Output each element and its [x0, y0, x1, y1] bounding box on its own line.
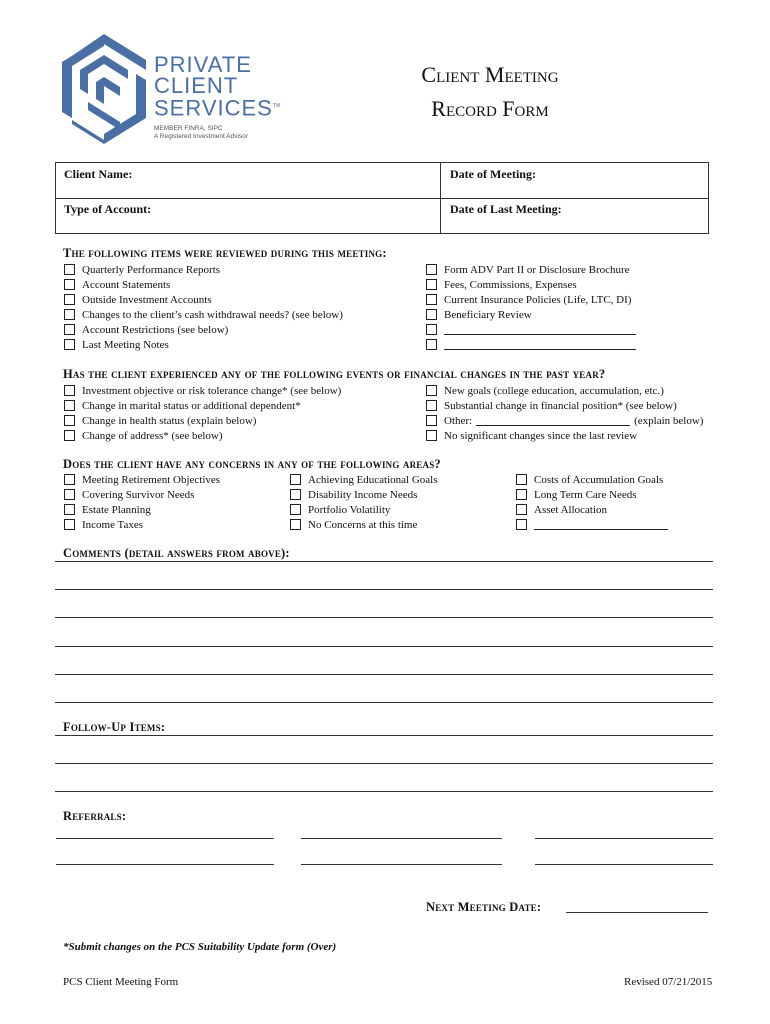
checkbox-retirement-objectives[interactable]: Meeting Retirement Objectives	[64, 472, 220, 487]
checkbox[interactable]	[64, 279, 75, 290]
fill-in-line[interactable]	[444, 339, 636, 350]
checkbox[interactable]	[290, 504, 301, 515]
next-meeting-date-label: Next Meeting Date:	[426, 900, 542, 914]
checkbox[interactable]	[64, 504, 75, 515]
checkbox-quarterly-reports[interactable]: Quarterly Performance Reports	[64, 262, 220, 277]
checkbox-other-blank-1[interactable]	[426, 322, 636, 337]
checkbox-other-blank-2[interactable]	[426, 337, 636, 352]
checkbox[interactable]	[64, 519, 75, 530]
referral-line[interactable]	[301, 838, 502, 839]
checkbox-beneficiary-review[interactable]: Beneficiary Review	[426, 307, 532, 322]
next-meeting-date-line[interactable]	[566, 912, 708, 913]
checkbox[interactable]	[64, 474, 75, 485]
referral-line[interactable]	[301, 864, 502, 865]
checkbox[interactable]	[64, 415, 75, 426]
title-line-1: Client Meeting	[421, 62, 559, 87]
checkbox-new-goals[interactable]: New goals (college education, accumulation, etc.)	[426, 383, 664, 398]
checkbox[interactable]	[290, 474, 301, 485]
checkbox-no-significant-changes[interactable]: No significant changes since the last review	[426, 428, 637, 443]
date-of-meeting-label[interactable]: Date of Meeting:	[450, 167, 536, 181]
checkbox[interactable]	[64, 400, 75, 411]
checkbox[interactable]	[290, 489, 301, 500]
checkbox[interactable]	[516, 474, 527, 485]
checkbox[interactable]	[426, 339, 437, 350]
checkbox[interactable]	[516, 504, 527, 515]
checkbox[interactable]	[290, 519, 301, 530]
logo	[62, 34, 292, 144]
checkbox-risk-tolerance[interactable]: Investment objective or risk tolerance change* (see below)	[64, 383, 341, 398]
checkbox-financial-position[interactable]: Substantial change in financial position* (see below)	[426, 398, 677, 413]
comment-line[interactable]	[55, 617, 713, 618]
checkbox-outside-accounts[interactable]: Outside Investment Accounts	[64, 292, 212, 307]
checkbox-accumulation-costs[interactable]: Costs of Accumulation Goals	[516, 472, 663, 487]
checkbox[interactable]	[426, 309, 437, 320]
checkbox[interactable]	[64, 385, 75, 396]
checkbox[interactable]	[64, 339, 75, 350]
followup-line[interactable]	[55, 791, 713, 792]
checkbox-disability-income[interactable]: Disability Income Needs	[290, 487, 417, 502]
form-title	[350, 58, 630, 126]
comment-line[interactable]	[55, 702, 713, 703]
checkbox-insurance-policies[interactable]: Current Insurance Policies (Life, LTC, DI)	[426, 292, 631, 307]
checkbox[interactable]	[426, 294, 437, 305]
checkbox[interactable]	[64, 294, 75, 305]
comment-line[interactable]	[55, 561, 713, 562]
referral-line[interactable]	[56, 838, 274, 839]
checkbox[interactable]	[426, 385, 437, 396]
checkbox-form-adv[interactable]: Form ADV Part II or Disclosure Brochure	[426, 262, 630, 277]
checkbox-concern-other[interactable]	[516, 517, 668, 532]
pcs-logo-mark	[62, 34, 146, 144]
checkbox-no-concerns[interactable]: No Concerns at this time	[290, 517, 417, 532]
checkbox[interactable]	[64, 309, 75, 320]
logo-line-private: PRIVATE	[154, 52, 252, 77]
checkbox-marital-status[interactable]: Change in marital status or additional dependent*	[64, 398, 301, 413]
fill-in-line[interactable]	[534, 519, 668, 530]
client-name-label[interactable]: Client Name:	[64, 167, 133, 181]
logo-advisor: A Registered Investment Advisor	[154, 133, 248, 140]
checkbox-income-taxes[interactable]: Income Taxes	[64, 517, 143, 532]
checkbox[interactable]	[426, 279, 437, 290]
referral-line[interactable]	[56, 864, 274, 865]
checkbox-fees[interactable]: Fees, Commissions, Expenses	[426, 277, 577, 292]
referral-line[interactable]	[535, 864, 713, 865]
footer-form-name: PCS Client Meeting Form	[63, 976, 179, 988]
fill-in-line[interactable]	[444, 324, 636, 335]
checkbox-educational-goals[interactable]: Achieving Educational Goals	[290, 472, 438, 487]
comment-line[interactable]	[55, 674, 713, 675]
checkbox[interactable]	[516, 489, 527, 500]
checkbox-estate-planning[interactable]: Estate Planning	[64, 502, 151, 517]
checkbox[interactable]	[426, 430, 437, 441]
followup-heading: Follow-Up Items:	[63, 720, 166, 734]
checkbox-portfolio-volatility[interactable]: Portfolio Volatility	[290, 502, 390, 517]
checkbox-health-status[interactable]: Change in health status (explain below)	[64, 413, 256, 428]
checkbox[interactable]	[426, 264, 437, 275]
followup-line[interactable]	[55, 763, 713, 764]
other-fill-in-line[interactable]	[476, 415, 630, 426]
checkbox[interactable]	[64, 324, 75, 335]
reviewed-heading: The following items were reviewed during this meeting:	[63, 246, 387, 260]
followup-line[interactable]	[55, 735, 713, 736]
date-of-last-meeting-label[interactable]: Date of Last Meeting:	[450, 202, 562, 216]
checkbox-account-restrictions[interactable]: Account Restrictions (see below)	[64, 322, 228, 337]
comments-heading: Comments (detail answers from above):	[63, 546, 290, 560]
checkbox-last-meeting-notes[interactable]: Last Meeting Notes	[64, 337, 169, 352]
title-line-2: Record Form	[431, 96, 549, 121]
referrals-heading: Referrals:	[63, 809, 127, 823]
type-of-account-label[interactable]: Type of Account:	[64, 202, 152, 216]
logo-member: MEMBER FINRA, SIPC	[154, 125, 223, 132]
checkbox-survivor-needs[interactable]: Covering Survivor Needs	[64, 487, 194, 502]
changes-heading: Has the client experienced any of the following events or financial changes in the past year?	[63, 367, 606, 381]
client-info-table	[55, 162, 709, 234]
checkbox-other-change[interactable]: Other: (explain below)	[426, 413, 703, 428]
checkbox-change-of-address[interactable]: Change of address* (see below)	[64, 428, 223, 443]
footer-revision-date: Revised 07/21/2015	[624, 976, 713, 988]
checkbox[interactable]	[516, 519, 527, 530]
logo-line-services: SERVICES™	[154, 95, 281, 121]
logo-line-client: CLIENT	[154, 73, 239, 98]
comment-line[interactable]	[55, 646, 713, 647]
checkbox[interactable]	[64, 489, 75, 500]
submit-changes-note: *Submit changes on the PCS Suitability Update form (Over)	[63, 941, 337, 953]
comment-line[interactable]	[55, 589, 713, 590]
concerns-heading: Does the client have any concerns in any of the following areas?	[63, 457, 441, 471]
checkbox[interactable]	[426, 415, 437, 426]
checkbox[interactable]	[426, 400, 437, 411]
checkbox-asset-allocation[interactable]: Asset Allocation	[516, 502, 607, 517]
checkbox[interactable]	[64, 430, 75, 441]
checkbox[interactable]	[64, 264, 75, 275]
checkbox[interactable]	[426, 324, 437, 335]
checkbox-long-term-care[interactable]: Long Term Care Needs	[516, 487, 637, 502]
referral-line[interactable]	[535, 838, 713, 839]
checkbox-cash-withdrawal[interactable]: Changes to the client’s cash withdrawal needs? (see below)	[64, 307, 343, 322]
checkbox-account-statements[interactable]: Account Statements	[64, 277, 170, 292]
